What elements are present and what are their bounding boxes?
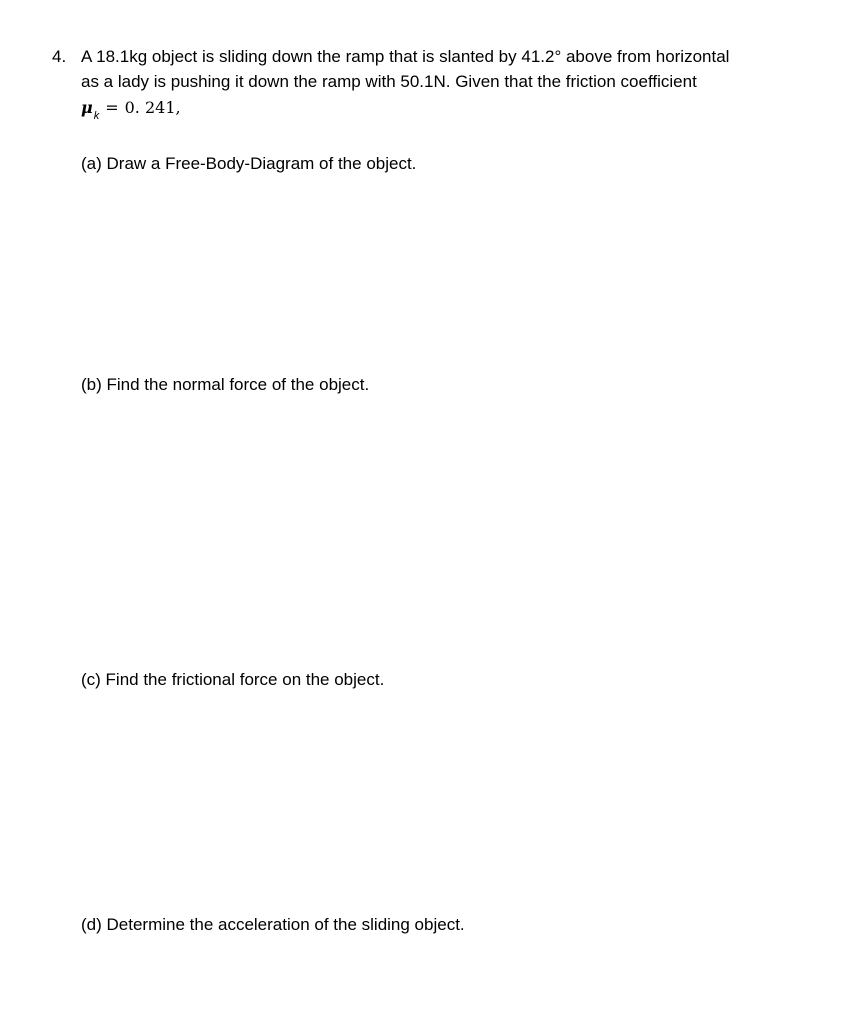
mu-subscript: k bbox=[93, 110, 100, 122]
friction-coefficient-expression bbox=[81, 96, 181, 122]
question-number: 4. bbox=[52, 47, 67, 66]
part-c-prompt: (c) Find the frictional force on the object. bbox=[81, 670, 385, 689]
part-a-prompt: (a) Draw a Free-Body-Diagram of the object. bbox=[81, 154, 417, 173]
part-b-prompt: (b) Find the normal force of the object. bbox=[81, 375, 370, 394]
part-d-prompt: (d) Determine the acceleration of the sliding object. bbox=[81, 915, 465, 934]
mu-symbol: μ bbox=[81, 98, 93, 117]
friction-coefficient-value: 0. 241, bbox=[124, 98, 181, 117]
equals-sign: = bbox=[105, 98, 119, 117]
question-stem-line-2: as a lady is pushing it down the ramp with 50.1N. Given that the friction coefficient bbox=[81, 72, 697, 91]
question-stem-line-1: A 18.1kg object is sliding down the ramp that is slanted by 41.2° above from horizontal bbox=[81, 47, 730, 66]
